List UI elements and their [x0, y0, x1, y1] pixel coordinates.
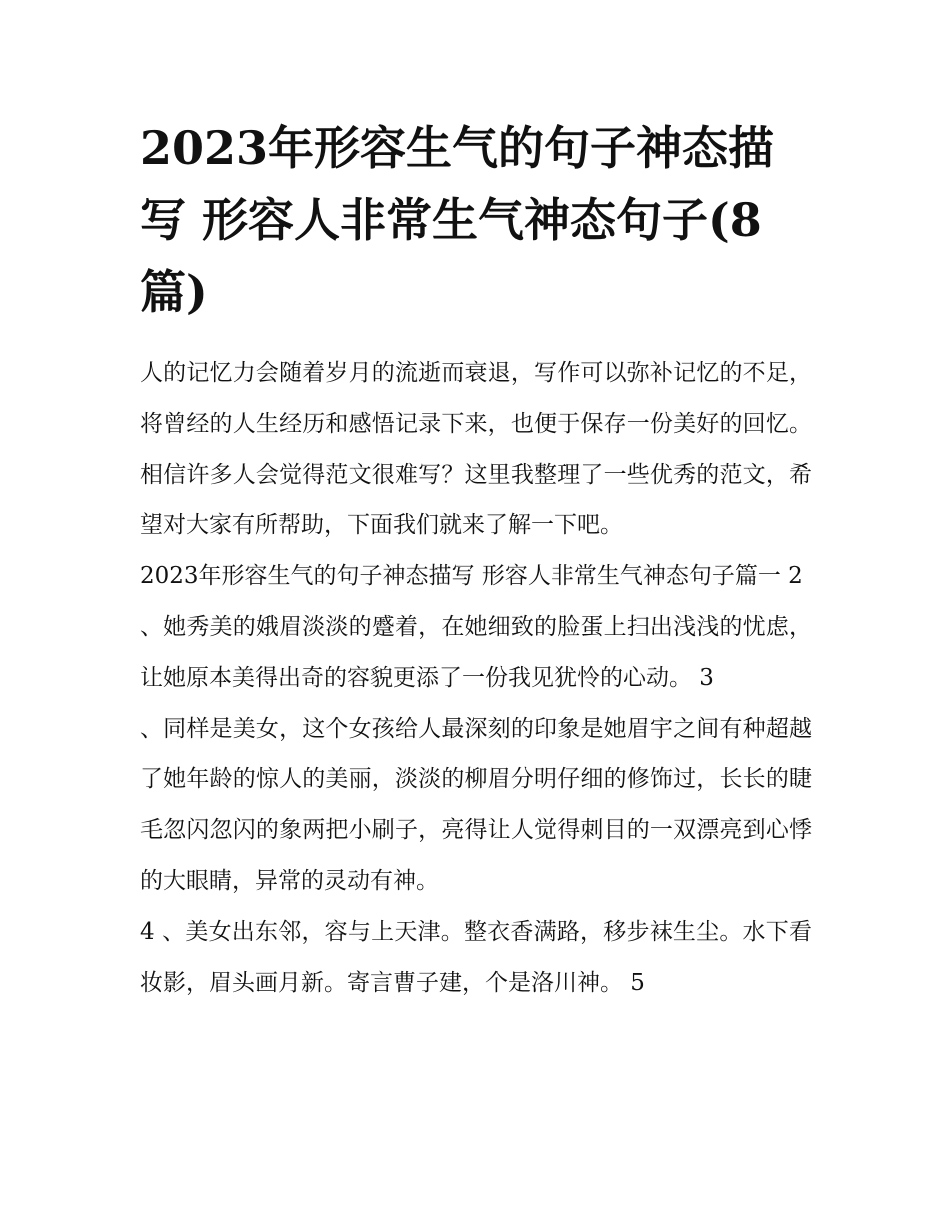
paragraph: 4 、美女出东邻，容与上天津。整衣香满路，移步袜生尘。水下看妆影，眉头画月新。寄言曹子建，个是洛川神。 5 [140, 918, 812, 996]
document-body [140, 348, 812, 1008]
document-title: 2023年形容生气的句子神态描写 形容人非常生气神态句子(8篇) [140, 121, 775, 319]
paragraph: 、同样是美女，这个女孩给人最深刻的印象是她眉宇之间有种超越了她年龄的惊人的美丽，淡淡的柳眉分明仔细的修饰过，长长的睫毛忽闪忽闪的象两把小刷子，亮得让人觉得刺目的一双漂亮到心悸的大眼睛，异常的灵动有神。 [140, 715, 812, 894]
document-page [140, 112, 812, 1008]
paragraph: 、她秀美的娥眉淡淡的蹙着，在她细致的脸蛋上扫出浅浅的忧虑，让她原本美得出奇的容貌更添了一份我见犹怜的心动。 3 [140, 613, 812, 691]
paragraph: 2023年形容生气的句子神态描写 形容人非常生气神态句子篇一 2 [140, 563, 803, 590]
paragraph: 人的记忆力会随着岁月的流逝而衰退，写作可以弥补记忆的不足，将曾经的人生经历和感悟记录下来，也便于保存一份美好的回忆。相信许多人会觉得范文很难写？这里我整理了一些优秀的范文，希望对大家有所帮助，下面我们就来了解一下吧。 [140, 360, 812, 539]
